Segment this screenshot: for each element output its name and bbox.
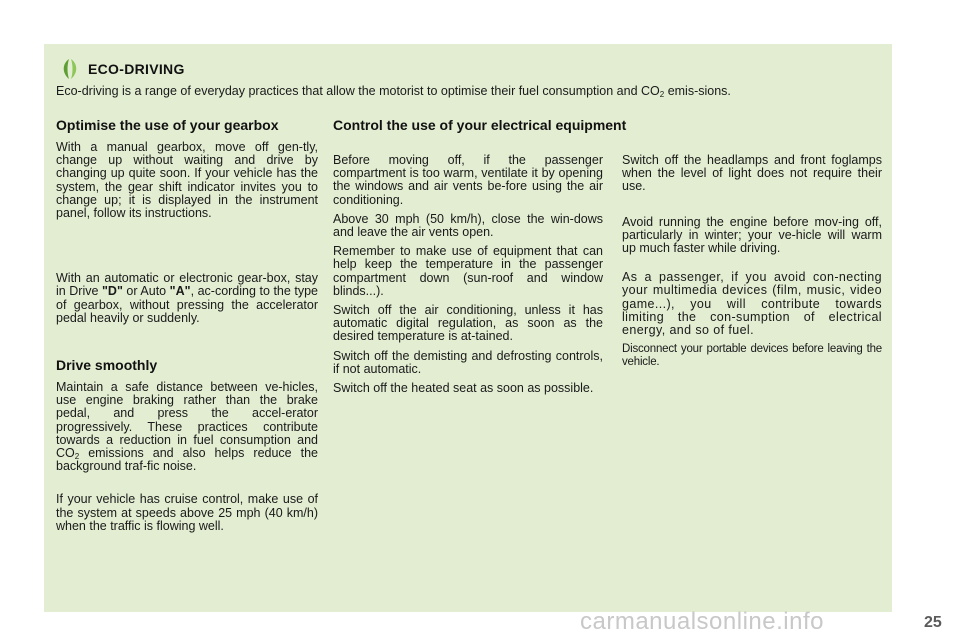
intro-paragraph: Eco-driving is a range of everyday practices that allow the motorist to optimise their fuel consumption and $CO_2$ emis-sions. [56, 84, 731, 99]
gearbox-manual-paragraph: With a manual gearbox, move off gen-tly, change up without waiting and drive by changing up quite soon. If your vehicle has the system, the gear shift indicator invites you to change up; it is displayed in the instrument panel, follow its instructions. [56, 140, 318, 221]
engine-warmup-paragraph: Avoid running the engine before mov-ing off, particularly in winter; your ve-hicle will warm up much faster while driving. [622, 214, 882, 256]
electrical-paragraph-4: Switch off the air conditioning, unless it has automatic digital regulation, as soon as the desired temperature is at-tained. [333, 303, 603, 344]
section-title: ECO-DRIVING [88, 61, 185, 77]
electrical-paragraph-1: Before moving off, if the passenger compartment is too warm, ventilate it by opening the windows and air vents be-fore using the air conditioning. [333, 153, 603, 207]
drive-smoothly-paragraph: Maintain a safe distance between ve-hicles, use engine braking rather than the brake pedal, and press the accel-erator progressively. These practices contribute towards a reduction in fuel consumption and $CO_2$ emissions and also helps reduce the background traf-fic noise. [56, 380, 318, 474]
cruise-control-paragraph: If your vehicle has cruise control, make use of the system at speeds above 25 mph (40 km/h) when the traffic is flowing well. [56, 492, 318, 533]
electrical-paragraph-3: Remember to make use of equipment that can help keep the temperature in the passenger compartment down (sun-roof and window blinds...). [333, 244, 603, 298]
headlamps-paragraph: Switch off the headlamps and front foglamps when the level of light does not require their use. [622, 153, 882, 194]
electrical-heading: Control the use of your electrical equipment [333, 117, 627, 133]
column-right [622, 154, 882, 376]
gearbox-heading: Optimise the use of your gearbox [56, 117, 279, 133]
disconnect-devices-paragraph: Disconnect your portable devices before leaving the vehicle. [622, 343, 882, 369]
gearbox-automatic-paragraph: With an automatic or electronic gear-box, stay in Drive "D" or Auto "A", ac-cording to the type of gearbox, without pressing the accelerator pedal heavily or suddenly. [56, 271, 319, 325]
passenger-devices-paragraph: As a passenger, if you avoid con-necting your multimedia devices (film, music, video game...), you will contribute towards limiting the con-sumption of electrical energy, and so of fuel. [622, 270, 882, 338]
electrical-paragraph-2: Above 30 mph (50 km/h), close the win-dows and leave the air vents open. [333, 211, 603, 240]
electrical-paragraph-6: Switch off the heated seat as soon as possible. [333, 381, 594, 396]
drive-smoothly-heading: Drive smoothly [56, 357, 158, 374]
section-header [60, 57, 185, 81]
column-left [56, 117, 318, 539]
page-number: 25 [924, 614, 942, 631]
electrical-paragraph-5: Switch off the demisting and defrosting controls, if not automatic. [333, 348, 603, 376]
leaf-icon [60, 58, 80, 80]
watermark: carmanualsonline.info [580, 608, 824, 635]
column-middle [333, 154, 603, 401]
